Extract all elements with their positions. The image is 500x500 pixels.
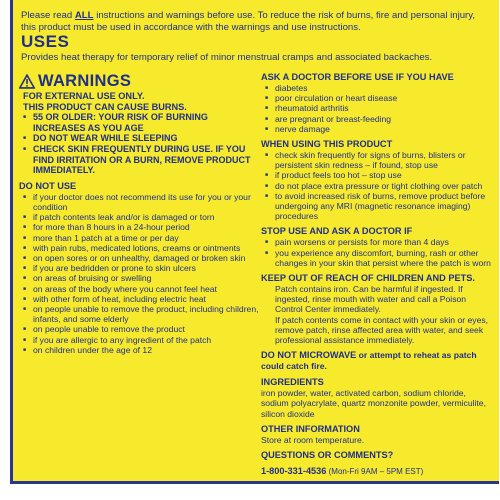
ask-doctor-title: ASK A DOCTOR BEFORE USE IF YOU HAVE — [261, 72, 454, 82]
list-item: ■ are pregnant or breast-feeding — [261, 114, 496, 124]
list-item: ■ check skin frequently for signs of burns, blisters or persistent skin redness – if found, stop use — [261, 150, 496, 170]
warnings-title: WARNINGS — [38, 72, 132, 90]
list-item: ■ pain worsens or persists for more than 4 days — [261, 237, 496, 247]
uses-title: USES — [21, 32, 70, 51]
list-item: ■ on people unable to remove the product — [19, 324, 259, 334]
questions-title: QUESTIONS OR COMMENTS? — [261, 450, 394, 461]
when-using-list — [261, 150, 496, 221]
keep-out-title: KEEP OUT OF REACH OF CHILDREN AND PETS. — [261, 273, 475, 284]
ingredients-title: INGREDIENTS — [261, 377, 324, 388]
warning-triangle-icon — [19, 74, 35, 89]
external-use-line: FOR EXTERNAL USE ONLY. — [23, 91, 145, 101]
list-item: ■ with other form of heat, including electric heat — [19, 294, 259, 304]
ingredients-text: iron powder, water, activated carbon, sodium chloride, sodium polyacrylate, quartz monzonite powder, vermiculite, silicon dioxide — [261, 388, 486, 419]
stop-use-list — [261, 237, 496, 268]
list-item: ■ if you are allergic to any ingredient of the patch — [19, 335, 259, 345]
list-item: ■ on areas of bruising or swelling — [19, 273, 259, 283]
label-panel — [10, 0, 499, 484]
warnings-list — [19, 112, 259, 176]
do-not-use-list — [19, 192, 259, 355]
list-item: ■ if product feels too hot – stop use — [261, 170, 496, 180]
keep-out-text-2: If patch contents come in contact with your skin or eyes, remove patch, rinse affected area with water, and seek professional assistance immediately. — [275, 314, 489, 346]
list-item: ■ for more than 8 hours in a 24-hour period — [19, 222, 259, 232]
do-not-use-title: DO NOT USE — [19, 180, 77, 191]
list-item: ■ rheumatoid arthritis — [261, 103, 496, 113]
other-info-text: Store at room temperature. — [261, 434, 365, 445]
warnings-header — [19, 72, 259, 91]
can-cause-burns-line: THIS PRODUCT CAN CAUSE BURNS. — [23, 101, 187, 112]
list-item: ■ if your doctor does not recommend its use for you or your condition — [19, 192, 259, 212]
list-item: ■ on people unable to remove the product, including children, infants, and some elderly — [19, 304, 259, 324]
list-item: ■ more than 1 patch at a time or per day — [19, 233, 259, 243]
questions-contact — [261, 461, 496, 479]
list-item: ■ diabetes — [261, 83, 496, 93]
list-item: ■ on areas of the body where you cannot feel heat — [19, 284, 259, 294]
list-item: ■ if you are bedridden or prone to skin ulcers — [19, 263, 259, 273]
microwave-title: DO NOT MICROWAVE — [261, 350, 357, 361]
right-column — [261, 70, 496, 479]
list-item: ■ 55 OR OLDER: YOUR RISK OF BURNING INCREASES AS YOU AGE — [19, 112, 259, 133]
keep-out-text-1: Patch contains iron. Can be harmful if ingested. If ingested, rinse mouth with water and call a Poison Control Center immediately. — [275, 284, 467, 315]
list-item: ■ on open sores or on unhealthy, damaged or broken skin — [19, 253, 259, 263]
microwave-rest: or attempt to reheat as patch could catch fire. — [261, 350, 477, 372]
top-note: Please read ALL instructions and warnings before use. To reduce the risk of burns, fire and personal injury, this product must be used in accordance with the warnings and use instructions. — [21, 10, 475, 33]
list-item: ■ if patch contents leak and/or is damaged or torn — [19, 212, 259, 222]
list-item: ■ on children under the age of 12 — [19, 345, 259, 355]
list-item: ■ to avoid increased risk of burns, remove product before undergoing any MRI (magnetic resonance imaging) procedures — [261, 191, 496, 222]
left-column — [19, 70, 259, 355]
list-item: ■ DO NOT WEAR WHILE SLEEPING — [19, 133, 259, 144]
all-emphasis: ALL — [74, 10, 94, 21]
list-item: ■ nerve damage — [261, 124, 496, 134]
uses-text: Provides heat therapy for temporary relief of minor menstrual cramps and associated backaches. — [21, 52, 433, 63]
other-info-title: OTHER INFORMATION — [261, 423, 360, 434]
list-item: ■ you experience any discomfort, burning, rash or other changes in your skin that persist where the patch is worn — [261, 248, 496, 268]
when-using-title: WHEN USING THIS PRODUCT — [261, 139, 393, 150]
phone-hours: (Mon-Fri 9AM – 5PM EST) — [326, 467, 424, 477]
ask-doctor-list — [261, 83, 496, 134]
stop-use-title: STOP USE AND ASK A DOCTOR IF — [261, 226, 413, 237]
list-item: ■ CHECK SKIN FREQUENTLY DURING USE. IF YOU FIND IRRITATION OR A BURN, REMOVE PRODUCT IMMEDIATELY. — [19, 144, 259, 176]
list-item: ■ poor circulation or heart disease — [261, 93, 496, 103]
list-item: ■ do not place extra pressure or tight clothing over patch — [261, 181, 496, 191]
list-item: ■ with pain rubs, medicated lotions, creams or ointments — [19, 243, 259, 253]
phone-number[interactable]: 1-800-331-4536 — [261, 466, 327, 477]
microwave-warning — [261, 350, 496, 372]
